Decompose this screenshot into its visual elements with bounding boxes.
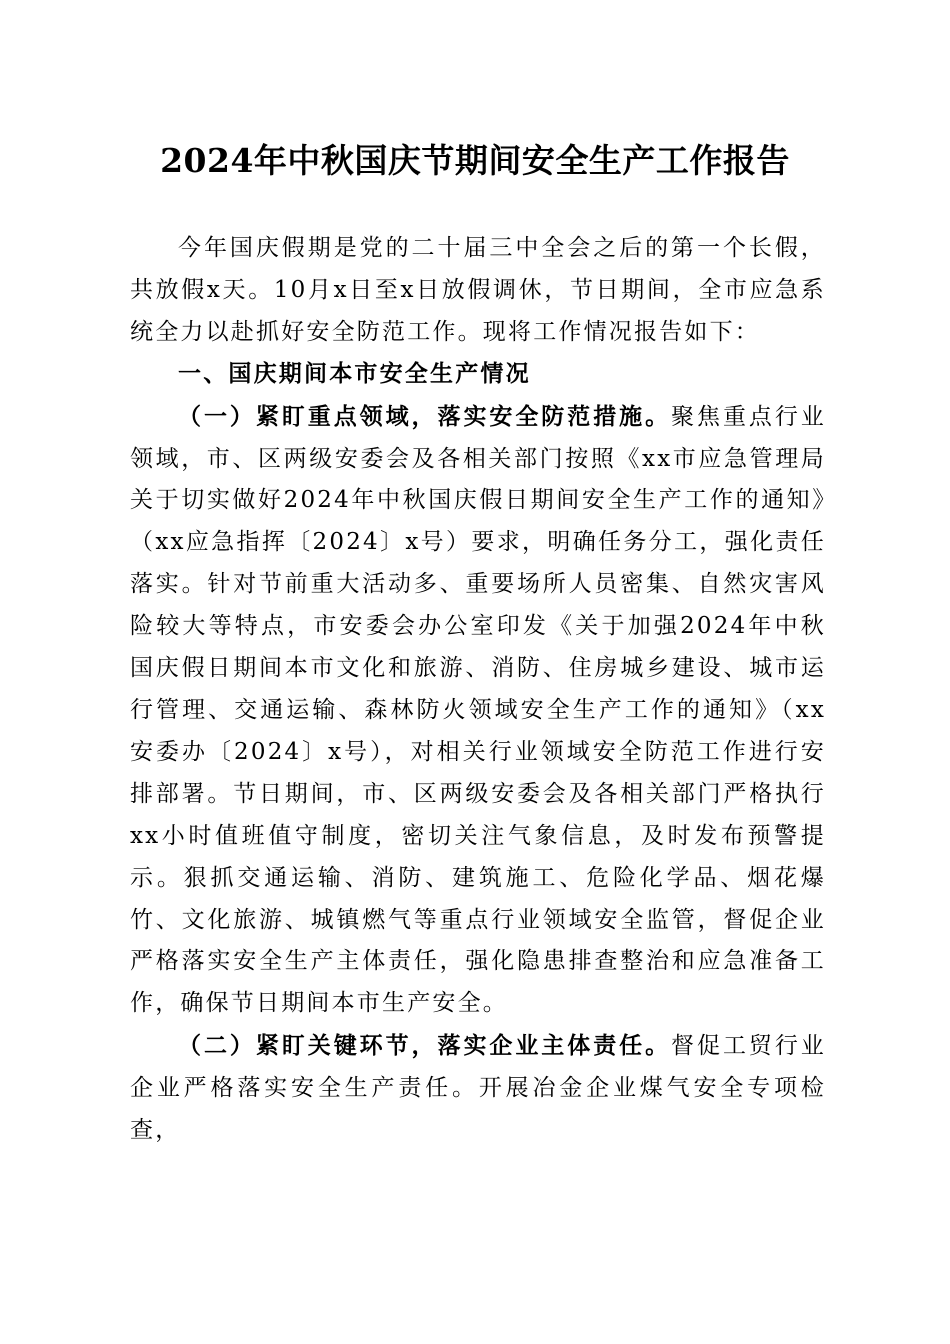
document-body — [130, 228, 826, 1152]
document-title: 2024年中秋国庆节期间安全生产工作报告 — [160, 141, 790, 180]
section-heading-1: 一、国庆期间本市安全生产情况 — [178, 360, 531, 387]
paragraph-item-2 — [130, 1025, 826, 1152]
item-2-lead: （二）紧盯关键环节，落实企业主体责任。 — [178, 1032, 672, 1060]
intro-paragraph: 今年国庆假期是党的二十届三中全会之后的第一个长假，共放假x天。10月x日至x日放假调休，节日期间，全市应急系统全力以赴抓好安全防范工作。现将工作情况报告如下： — [130, 235, 826, 345]
item-2-body: 督促工贸行业企业严格落实安全生产责任。开展冶金企业煤气安全专项检查， — [130, 1033, 826, 1144]
item-1-body: 聚焦重点行业领域，市、区两级安委会及各相关部门按照《xx市应急管理局关于切实做好2024年中秋国庆假日期间安全生产工作的通知》（xx应急指挥〔2024〕x号）要求，明确任务分工，强化责任落实。针对节前重大活动多、重要场所人员密集、自然灾害风险较大等特点，市安委会办公室印发《关于加强2024年中秋国庆假日期间本市文化和旅游、消防、住房城乡建设、城市运行管理、交通运输、森林防火领域安全生产工作的通知》（xx安委办〔2024〕x号），对相关行业领域安全防范工作进行安排部署。节日期间，市、区两级安委会及各相关部门严格执行xx小时值班值守制度，密切关注气象信息，及时发布预警提示。狠抓交通运输、消防、建筑施工、危险化学品、烟花爆竹、文化旅游、城镇燃气等重点行业领域安全监管，督促企业严格落实安全生产主体责任，强化隐患排查整治和应急准备工作，确保节日期间本市生产安全。 — [130, 403, 826, 1017]
paragraph-item-1 — [130, 396, 826, 1026]
item-1-lead: （一）紧盯重点领域，落实安全防范措施。 — [178, 402, 672, 430]
